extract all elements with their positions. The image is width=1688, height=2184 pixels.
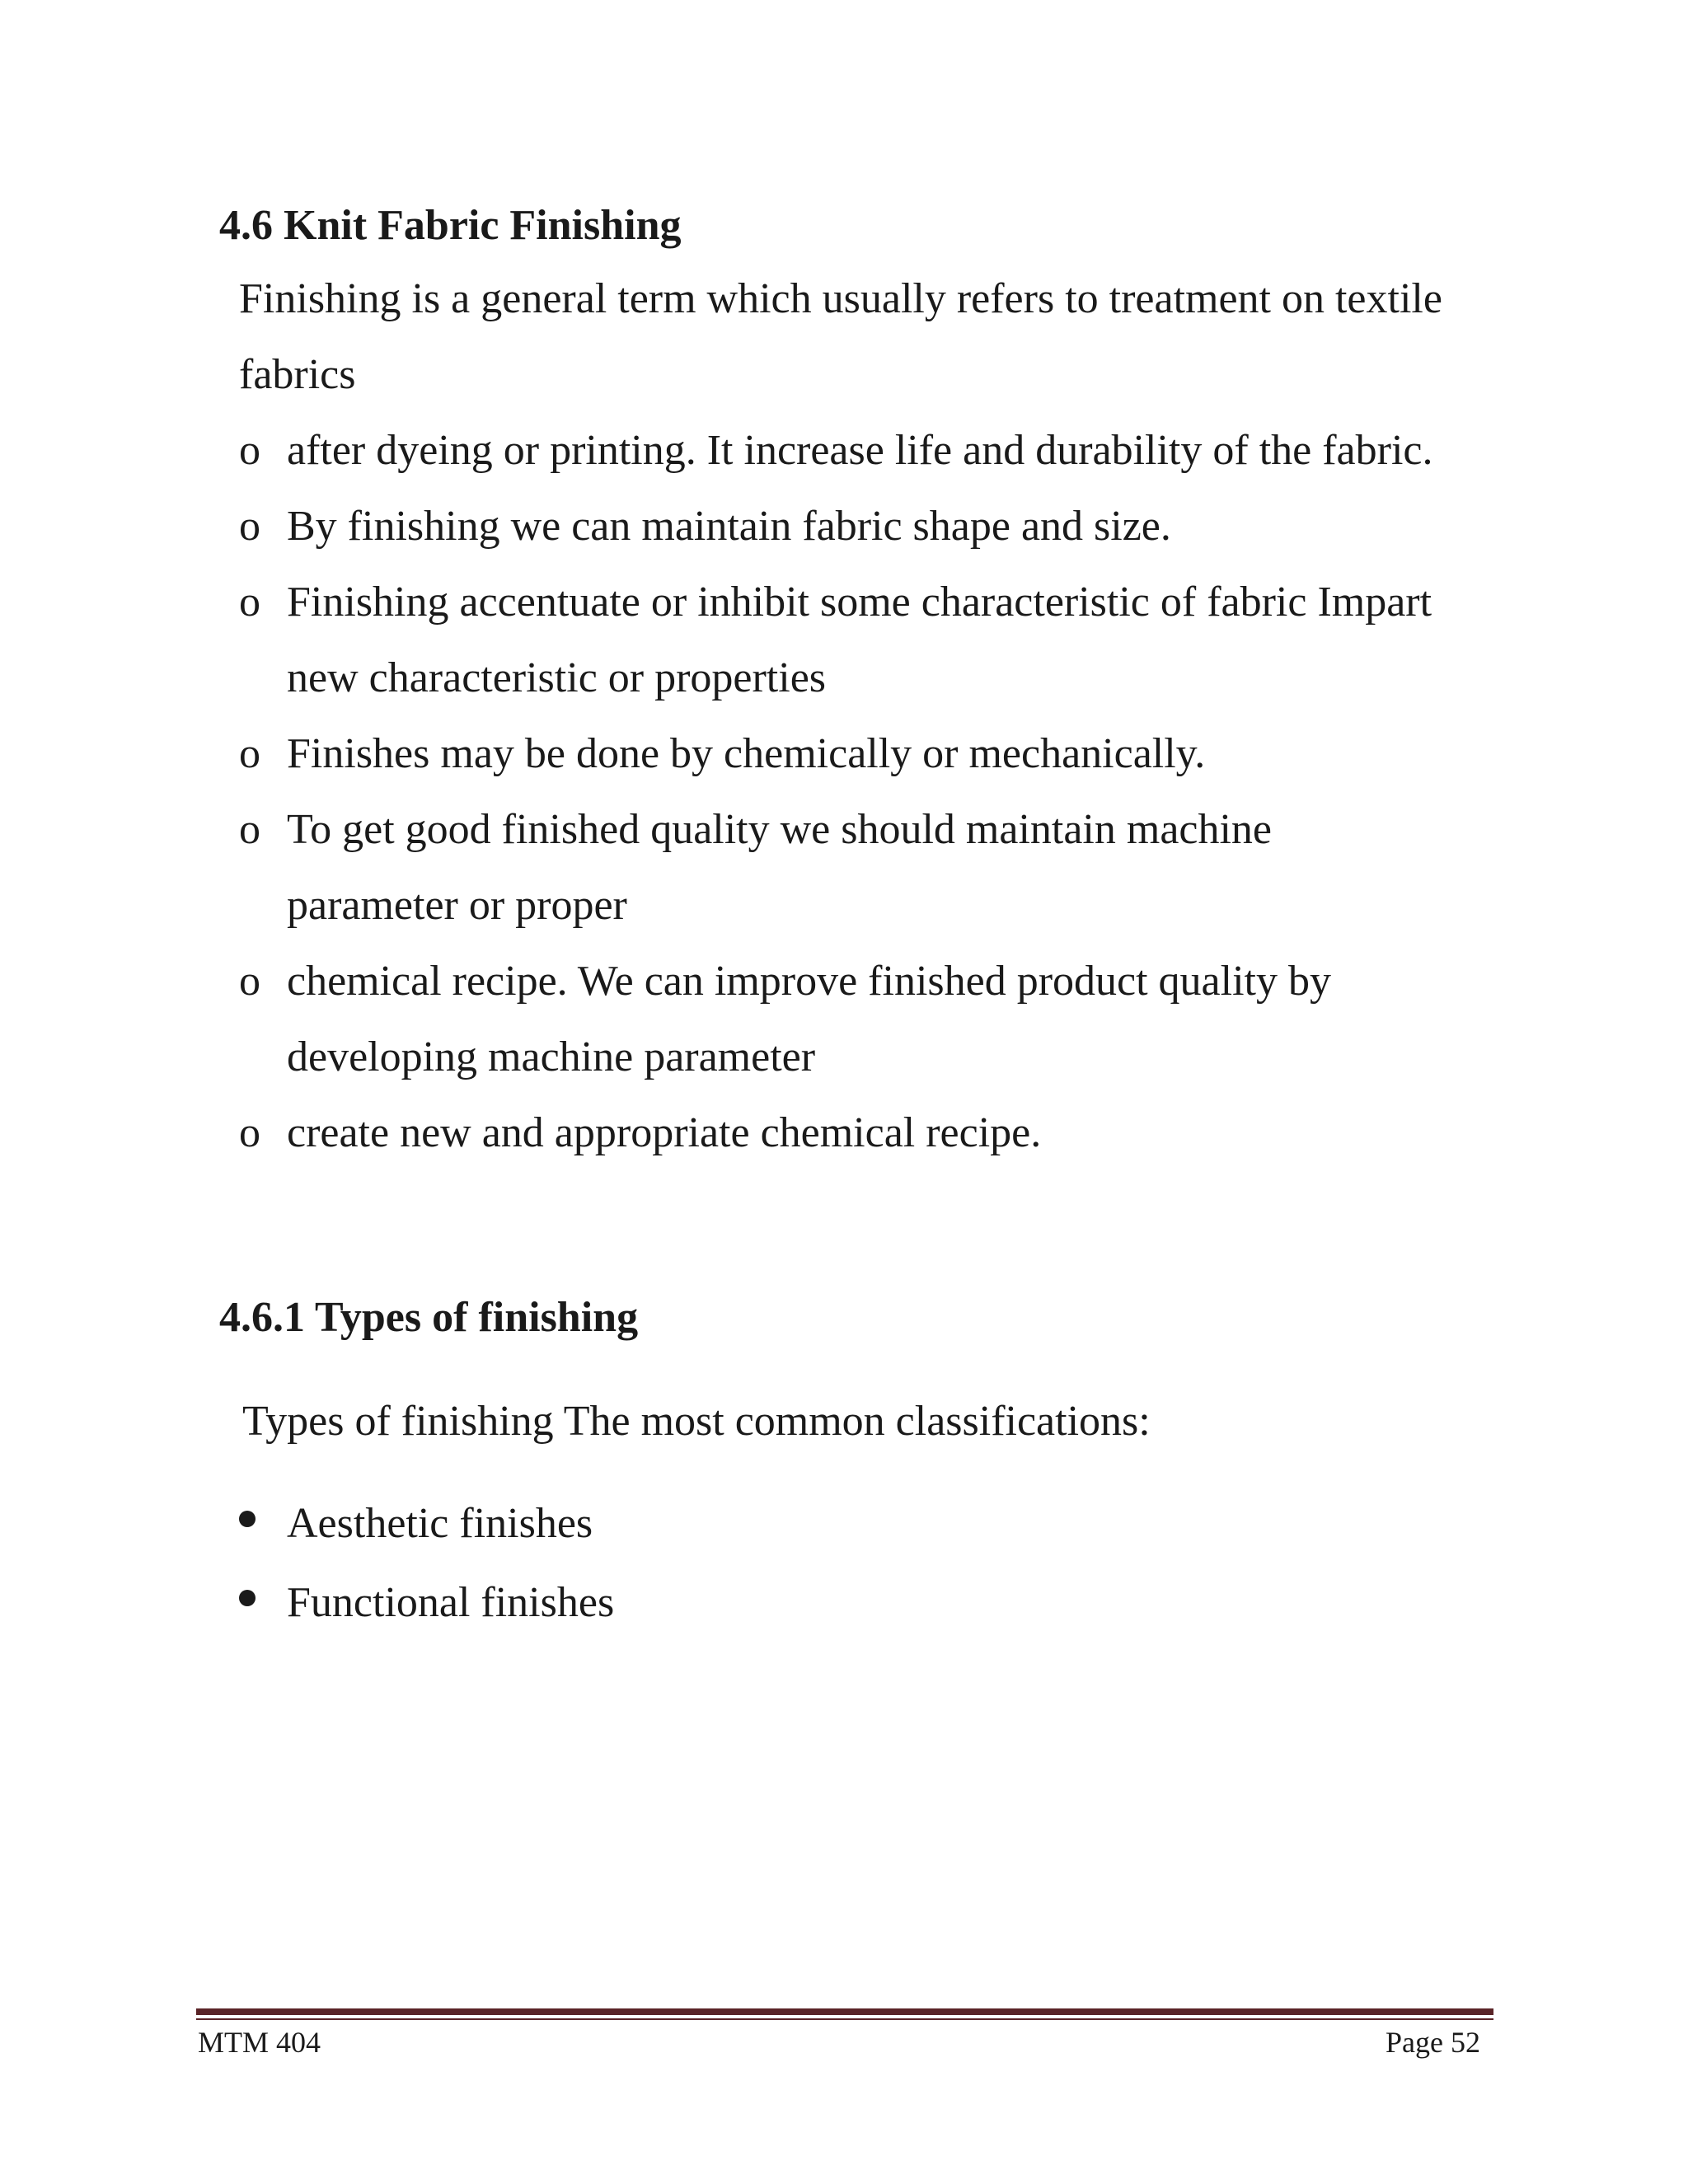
list-item: after dyeing or printing. It increase life and durability of the fabric. — [287, 427, 1433, 474]
subsection-heading: 4.6.1 Types of finishing — [219, 1294, 639, 1341]
list-item-continuation: developing machine parameter — [287, 1033, 816, 1080]
circle-bullet-icon: o — [239, 958, 260, 1005]
list-item: Finishing accentuate or inhibit some characteristic of fabric Impart — [287, 579, 1432, 626]
circle-bullet-icon: o — [239, 427, 260, 474]
filled-bullet-icon — [239, 1590, 256, 1606]
circle-bullet-icon: o — [239, 1109, 260, 1156]
circle-bullet-icon: o — [239, 730, 260, 777]
list-item-continuation: new characteristic or properties — [287, 654, 827, 701]
circle-bullet-icon: o — [239, 503, 260, 550]
footer-rule-thin — [196, 2018, 1493, 2020]
bullet-item: Functional finishes — [287, 1579, 615, 1626]
bullet-item: Aesthetic finishes — [287, 1500, 593, 1547]
section-heading: 4.6 Knit Fabric Finishing — [219, 202, 682, 249]
list-item: Finishes may be done by chemically or mechanically. — [287, 730, 1206, 777]
list-item: To get good finished quality we should maintain machine — [287, 806, 1273, 853]
list-item: create new and appropriate chemical recipe. — [287, 1109, 1042, 1156]
subsection-intro: Types of finishing The most common classifications: — [242, 1398, 1151, 1445]
list-item: By finishing we can maintain fabric shape and size. — [287, 503, 1171, 550]
list-item: chemical recipe. We can improve finished product quality by — [287, 958, 1331, 1005]
footer-course-code: MTM 404 — [198, 2026, 321, 2059]
filled-bullet-icon — [239, 1511, 256, 1527]
circle-bullet-icon: o — [239, 579, 260, 626]
footer-page-number: Page 52 — [1386, 2026, 1480, 2059]
intro-line-1: Finishing is a general term which usually refers to treatment on textile — [239, 275, 1442, 322]
footer-rule — [196, 2008, 1493, 2015]
intro-line-2: fabrics — [239, 351, 356, 398]
circle-bullet-icon: o — [239, 806, 260, 853]
list-item-continuation: parameter or proper — [287, 882, 627, 929]
